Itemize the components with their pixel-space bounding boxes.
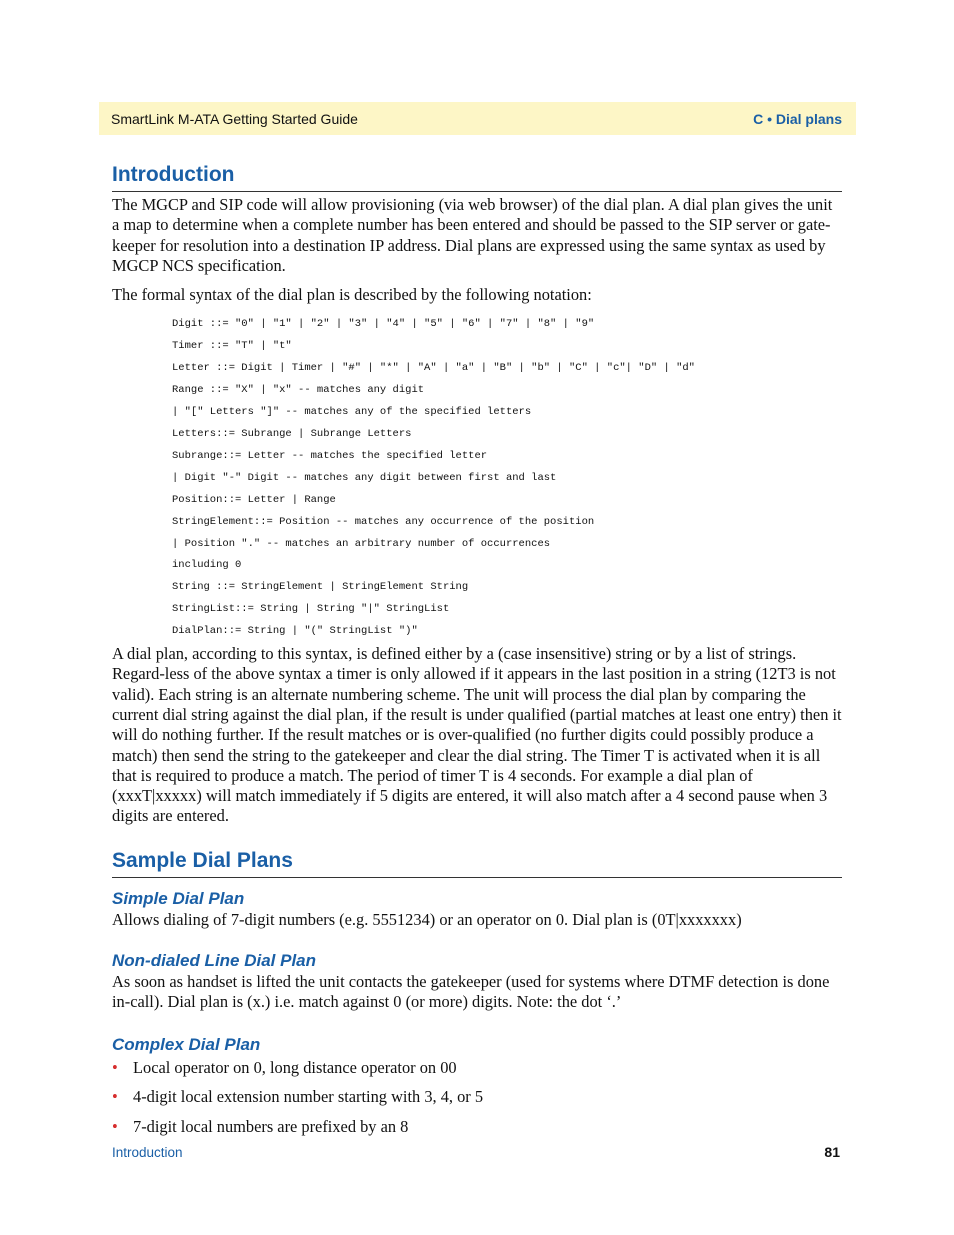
subsection-title-complex: Complex Dial Plan: [112, 1034, 261, 1054]
intro-paragraph-3: A dial plan, according to this syntax, is defined either by a (case insensitive) string or by a list of strings. Regard-less of the above syntax a timer is only allowed if it appears in the last position in a string (12T3 is not valid). Each string is an alternate numbering scheme. The unit will process the dial plan by comparing the current dial string against the dial plan, if the result is under qualified (partial matches at least one entry) then it will do nothing further. If the result matches or is over-qualified (no further digits could possibly produce a match) then send the string to the gatekeeper and clear the dial string. The Timer T is activated when it is all that is required to produce a match. The period of timer T is 4 seconds. For example a dial plan of (xxxT|xxxxx) will match immediately if 5 digits are entered, it will also match after a 4 second pause when 3 digits are entered.: [112, 644, 842, 826]
section-title-sample-dial-plans: Sample Dial Plans: [112, 844, 842, 878]
code-line: Digit ::= "0" | "1" | "2" | "3" | "4" | "5" | "6" | "7" | "8" | "9": [172, 318, 595, 331]
complex-dial-plan-list: [112, 1058, 842, 1137]
bullet-icon: •: [112, 1087, 118, 1107]
nondialed-dial-plan-text: As soon as handset is lifted the unit contacts the gatekeeper (used for systems where DTMF detection is done in-call). Dial plan is (x.) i.e. match against 0 (or more) digits. Note: the dot ‘.’: [112, 972, 830, 1012]
intro-paragraph-1: The MGCP and SIP code will allow provisioning (via web browser) of the dial plan. A dial plan gives the unit a map to determine when a complete number has been entered and should be passed to the SIP server or gate-keeper for resolution into a destination IP address. Dial plans are expressed using the same syntax as used by MGCP NCS specification.: [112, 195, 833, 275]
simple-dial-plan-text: Allows dialing of 7-digit numbers (e.g. 5551234) or an operator on 0. Dial plan is (0T|xxxxxxx): [112, 909, 742, 929]
intro-paragraph-2: The formal syntax of the dial plan is described by the following notation:: [112, 285, 592, 305]
list-item: [112, 1058, 842, 1078]
list-item-text: 7-digit local numbers are prefixed by an 8: [133, 1116, 409, 1136]
running-header: [99, 102, 856, 135]
code-line: Range ::= "X" | "x" -- matches any digit: [172, 384, 425, 397]
footer-section-name: Introduction: [112, 1145, 183, 1160]
page-content: [112, 158, 842, 1146]
list-item: [112, 1117, 842, 1137]
code-line: Position::= Letter | Range: [172, 493, 336, 506]
header-chapter: C • Dial plans: [753, 110, 842, 127]
page-number: 81: [824, 1144, 840, 1160]
subsection-title-nondialed: Non-dialed Line Dial Plan: [112, 951, 317, 971]
code-line: StringElement::= Position -- matches any occurrence of the position: [172, 515, 595, 528]
list-item-text: Local operator on 0, long distance operator on 00: [133, 1057, 457, 1077]
code-line: including 0: [172, 559, 242, 572]
code-line: Timer ::= "T" | "t": [172, 340, 292, 353]
code-line: | "[" Letters "]" -- matches any of the specified letters: [172, 406, 532, 419]
bullet-icon: •: [112, 1057, 118, 1077]
code-line: Subrange::= Letter -- matches the specified letter: [172, 449, 488, 462]
header-guide-title: SmartLink M-ATA Getting Started Guide: [111, 110, 358, 127]
code-line: DialPlan::= String | "(" StringList ")": [172, 625, 418, 638]
code-line: Letter ::= Digit | Timer | "#" | "*" | "A" | "a" | "B" | "b" | "C" | "c"| "D" | "d": [172, 362, 695, 375]
code-line: String ::= StringElement | StringElement String: [172, 581, 469, 594]
code-line: | Digit "-" Digit -- matches any digit between first and last: [172, 471, 557, 484]
subsection-title-simple: Simple Dial Plan: [112, 888, 245, 908]
code-line: Letters::= Subrange | Subrange Letters: [172, 428, 412, 441]
code-line: | Position "." -- matches an arbitrary number of occurrences: [172, 537, 551, 550]
code-line: StringList::= String | String "|" StringList: [172, 603, 450, 616]
list-item-text: 4-digit local extension number starting with 3, 4, or 5: [133, 1087, 484, 1107]
syntax-code-block: [172, 314, 842, 643]
section-title-introduction: Introduction: [112, 158, 842, 192]
list-item: [112, 1087, 842, 1107]
bullet-icon: •: [112, 1116, 118, 1136]
